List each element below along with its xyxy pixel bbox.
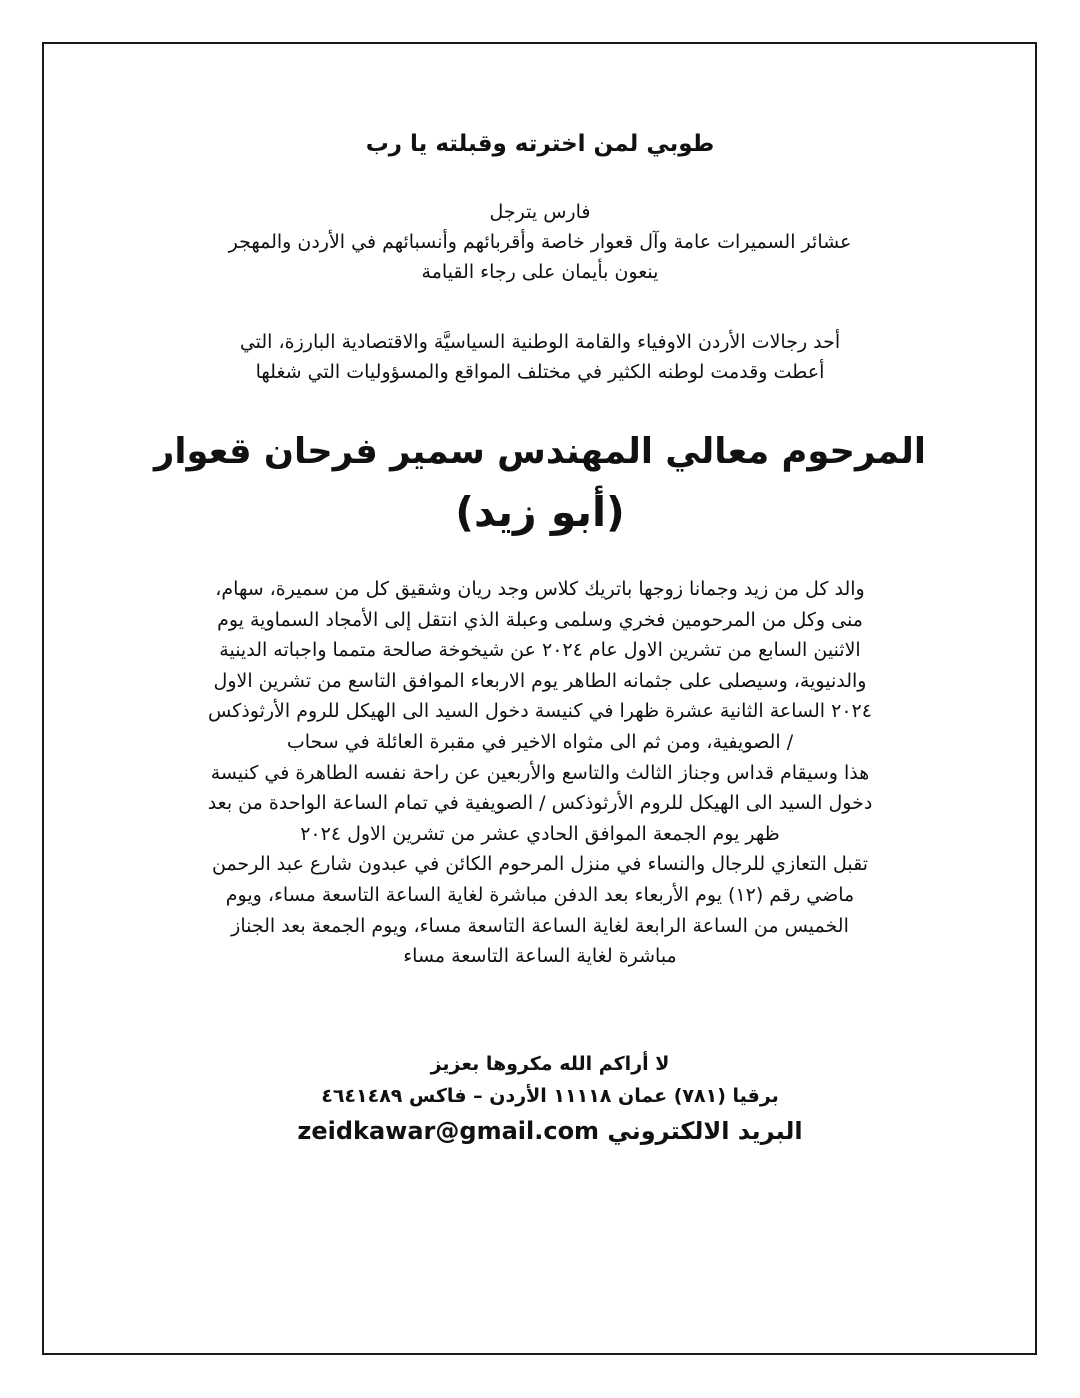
details-line: / الصويفية، ومن ثم الى مثواه الاخير في مقبرة العائلة في سحاب	[286, 730, 794, 753]
details-line: الاثنين السابع من تشرين الاول عام ٢٠٢٤ عن شيخوخة صالحة متمما واجباته الدينية	[219, 639, 861, 662]
announcement-line: ينعون بأيمان على رجاء القيامة	[421, 261, 659, 283]
email-line	[270, 1112, 830, 1150]
email-address[interactable]: zeidkawar@gmail.com	[297, 1117, 600, 1145]
blessing-text: طوبي لمن اخترته وقبلته يا رب	[365, 131, 715, 157]
email-label: البريد الالكتروني	[607, 1117, 803, 1145]
details-line: هذا وسيقام قداس وجناز الثالث والتاسع والأربعين عن راحة نفسه الطاهرة في كنيسة	[210, 761, 870, 784]
details-line: ظهر يوم الجمعة الموافق الحادي عشر من تشرين الاول ٢٠٢٤	[300, 822, 780, 845]
blessing-heading	[150, 128, 930, 160]
closing-phrase: لا أراكم الله مكروها بعزيز	[430, 1053, 670, 1075]
details-line: منى وكل من المرحومين فخري وسلمى وعبلة الذي انتقل إلى الأمجاد السماوية يوم	[217, 608, 863, 631]
details-line: ٢٠٢٤ الساعة الثانية عشرة ظهرا في كنيسة دخول السيد الى الهيكل للروم الأرثوذكس	[208, 700, 872, 723]
announcement-line: فارس يترجل	[489, 201, 591, 223]
details-line: والد كل من زيد وجمانا زوجها باتريك كلاس وجد ريان وشقيق كل من سميرة، سهام،	[215, 578, 865, 600]
funeral-details-block	[160, 574, 920, 972]
deceased-nickname: (أبو زيد)	[455, 488, 625, 536]
details-line: تقبل التعازي للرجال والنساء في منزل المرحوم الكائن في عبدون شارع عبد الرحمن	[211, 853, 869, 876]
details-line: والدنيوية، وسيصلى على جثمانه الطاهر يوم الاربعاء الموافق التاسع من تشرين الاول	[213, 669, 867, 692]
deceased-name: المرحوم معالي المهندس سمير فرحان قعوار	[154, 431, 926, 472]
praise-block	[150, 327, 930, 387]
announcement-block	[150, 197, 930, 287]
details-line: دخول السيد الى الهيكل للروم الأرثوذكس / الصويفية في تمام الساعة الواحدة من بعد	[207, 792, 873, 815]
details-line: مباشرة لغاية الساعة التاسعة مساء	[403, 945, 677, 968]
details-line: ماضي رقم (١٢) يوم الأربعاء بعد الدفن مباشرة لغاية الساعة التاسعة مساء، ويوم	[225, 883, 855, 906]
praise-line: أعطت وقدمت لوطنه الكثير في مختلف المواقع والمسؤوليات التي شغلها	[255, 361, 825, 383]
details-line: الخميس من الساعة الرابعة لغاية الساعة التاسعة مساء، ويوم الجمعة بعد الجناز	[231, 914, 849, 937]
telegram-fax-line: برقيا (٧٨١) عمان ١١١١٨ الأردن – فاكس ٤٦٤١٤٨٩	[321, 1085, 779, 1107]
announcement-line: عشائر السميرات عامة وآل قعوار خاصة وأقربائهم وأنسبائهم في الأردن والمهجر	[228, 231, 852, 253]
contact-footer	[270, 1048, 830, 1150]
deceased-name-block	[150, 422, 930, 542]
praise-line: أحد رجالات الأردن الاوفياء والقامة الوطنية السياسيَّة والاقتصادية البارزة، التي	[239, 331, 841, 353]
